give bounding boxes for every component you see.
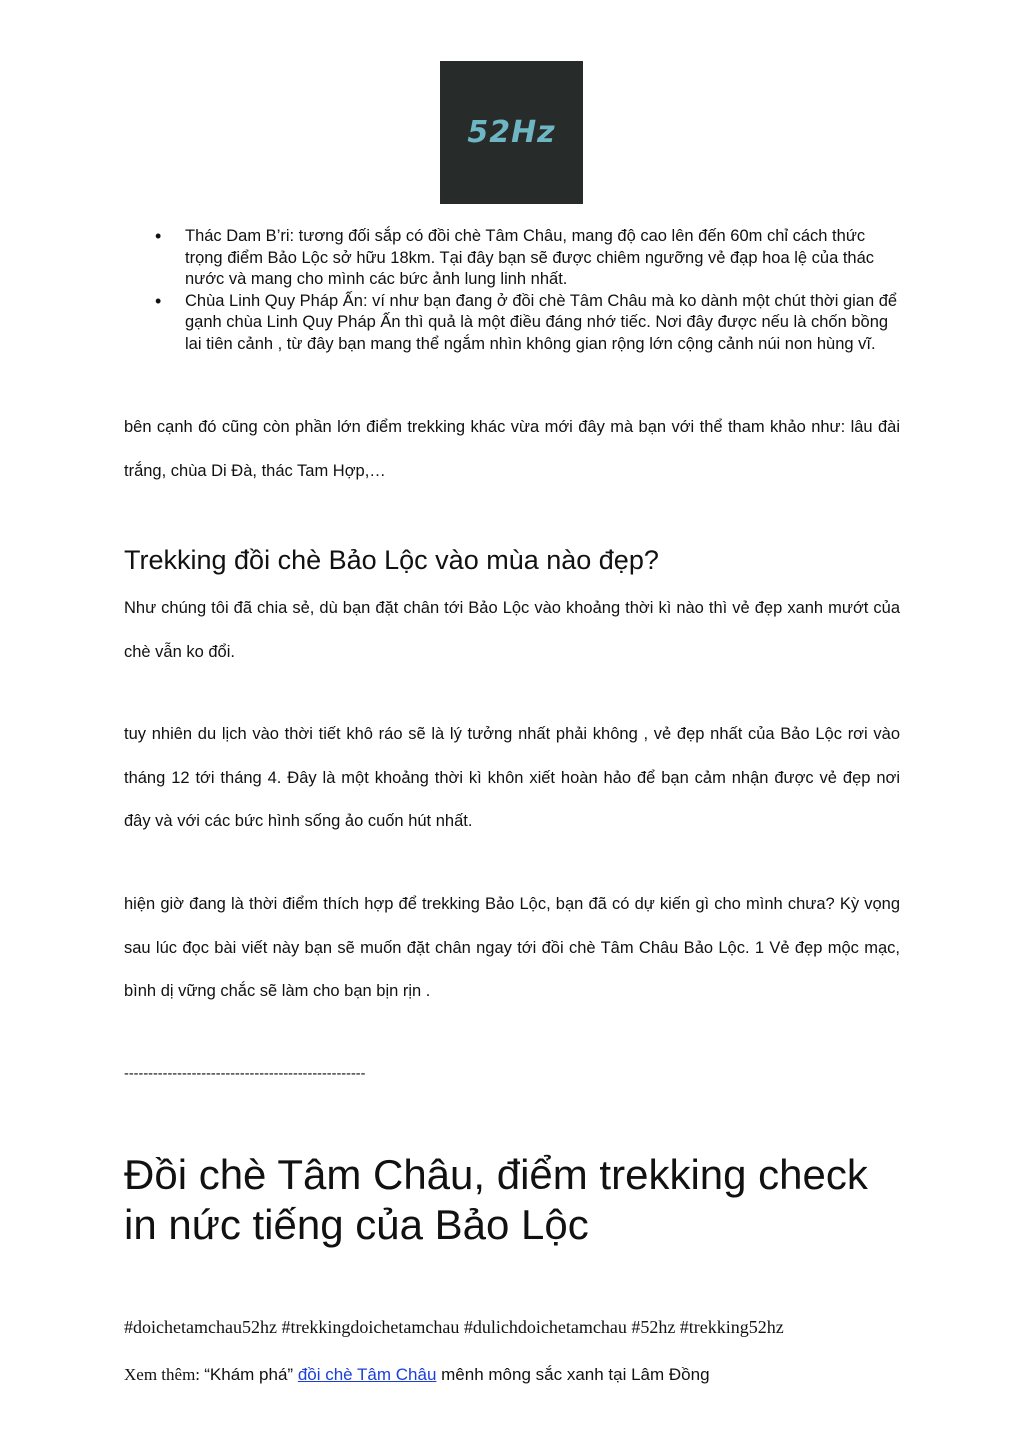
list-item: • Chùa Linh Quy Pháp Ấn: ví như bạn đang ở đồi chè Tâm Châu mà ko dành một chút thời gian để gạnh chùa Linh Quy Pháp Ấn thì quả là một điều đáng nhớ tiếc. Nơi đây được nếu là chốn bồng lai tiên cảnh , từ đây bạn mang thể ngắm nhìn không gian rộng lớn cộng cảnh núi non hùng vĩ.	[185, 291, 905, 356]
section-heading: Trekking đồi chè Bảo Lộc vào mùa nào đẹp?	[124, 545, 659, 575]
paragraph-conclusion: hiện giờ đang là thời điểm thích hợp để trekking Bảo Lộc, bạn đã có dự kiến gì cho mình chưa? Kỳ vọng sau lúc đọc bài viết này bạn sẽ muốn đặt chân ngay tới đồi chè Tâm Châu Bảo Lộc. 1 Vẻ đẹp mộc mạc, bình dị vững chắc sẽ làm cho bạn bịn rịn .	[124, 895, 900, 1000]
paragraph-season-intro: Như chúng tôi đã chia sẻ, dù bạn đặt chân tới Bảo Lộc vào khoảng thời kì nào thì vẻ đẹp xanh mướt của chè vẫn ko đổi.	[124, 599, 900, 661]
see-more-prefix: “Khám phá”	[204, 1365, 298, 1384]
see-more-line	[124, 1363, 710, 1386]
paragraph-other-spots: bên cạnh đó cũng còn phần lớn điểm trekking khác vừa mới đây mà bạn với thể tham khảo như: lâu đài trắng, chùa Di Đà, thác Tam Hợp,…	[124, 418, 900, 480]
see-more-suffix: mênh mông sắc xanh tại Lâm Đồng	[436, 1365, 710, 1384]
list-item: • Thác Dam B’ri: tương đối sắp có đồi chè Tâm Châu, mang độ cao lên đến 60m chỉ cách thức trọng điểm Bảo Lộc sở hữu 18km. Tại đây bạn sẽ được chiêm ngưỡng vẻ đạp hoa lệ của thác nước và mang cho mình các bức ảnh lung linh nhất.	[185, 226, 905, 291]
paragraph-best-time: tuy nhiên du lịch vào thời tiết khô ráo sẽ là lý tưởng nhất phải không , vẻ đẹp nhất của Bảo Lộc rơi vào tháng 12 tới tháng 4. Đây là một khoảng thời kì khôn xiết hoàn hảo để bạn cảm nhận được vẻ đẹp nơi đây và với các bức hình sống ảo cuốn hút nhất.	[124, 725, 900, 830]
hashtags: #doichetamchau52hz #trekkingdoichetamchau #dulichdoichetamchau #52hz #trekking52hz	[124, 1317, 784, 1337]
attraction-list	[185, 226, 905, 355]
article-title: Đồi chè Tâm Châu, điểm trekking check in nức tiếng của Bảo Lộc	[124, 1151, 868, 1248]
tam-chau-link[interactable]: đồi chè Tâm Châu	[297, 1365, 437, 1384]
see-more-label: Xem thêm:	[124, 1365, 205, 1384]
logo-52hz	[440, 61, 583, 204]
separator-line: --------------------------------------------------	[124, 1066, 366, 1082]
logo-text: 52Hz	[467, 115, 556, 150]
